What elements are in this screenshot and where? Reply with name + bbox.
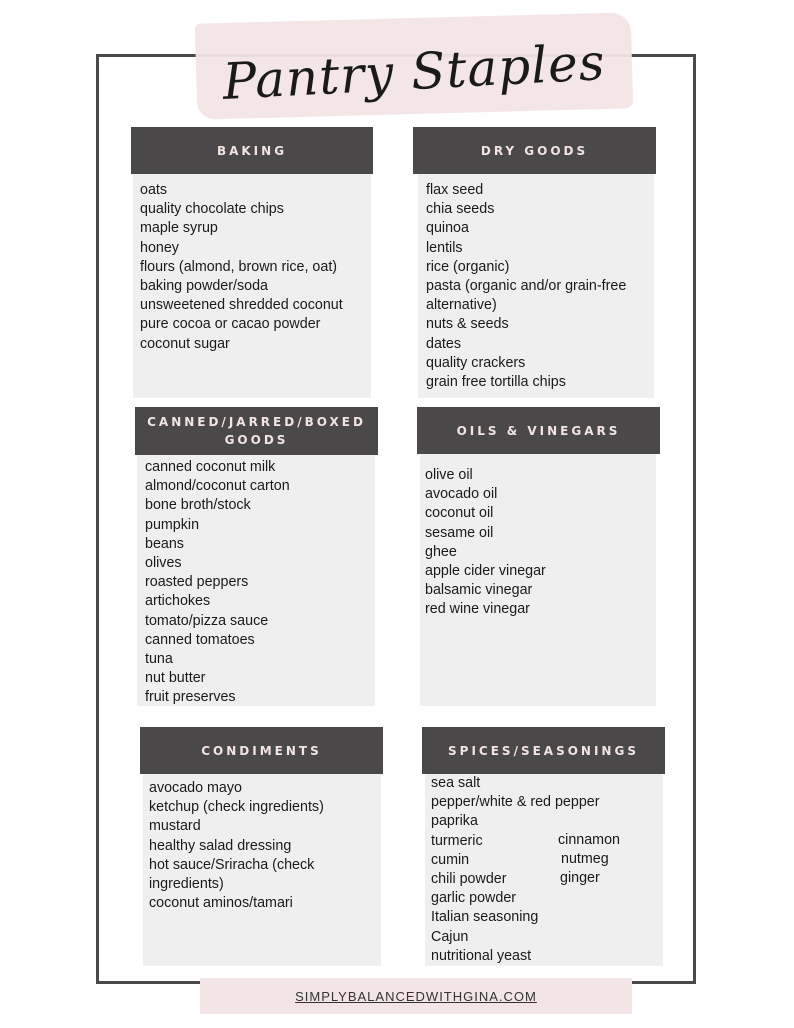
list-item: mustard [149,818,201,835]
list-item: ghee [425,543,457,560]
list-item: pasta (organic and/or grain-free alternative) [426,278,627,314]
list-item: pure cocoa or cacao powder [140,316,321,333]
list-item: maple syrup [140,220,218,237]
oils-list [425,466,651,620]
list-item: avocado mayo [149,780,242,796]
list-item: turmeric [431,832,483,849]
list-item: tomato/pizza sauce [145,612,269,629]
list-item: sea salt [431,775,481,791]
list-item: pepper/white & red pepper [431,794,600,811]
list-item: nuts & seeds [426,316,509,333]
list-item: quality chocolate chips [140,201,284,218]
list-item: Cajun [431,928,469,945]
list-item: avocado oil [425,486,498,503]
list-item: chili powder [431,871,507,888]
list-item: quality crackers [426,354,526,371]
list-item: canned tomatoes [145,631,255,648]
website-link[interactable]: SIMPLYBALANCEDWITHGINA.COM [295,988,537,1004]
list-item: cinnamon [558,832,620,848]
list-item: coconut sugar [140,335,230,352]
list-item: oats [140,182,168,198]
page-title: Pantry Staples [221,33,607,111]
baking-list [140,181,368,354]
list-item: healthy salad dressing [149,837,292,854]
list-item: pumpkin [145,516,200,533]
spices-list-column-2 [558,831,658,889]
list-item: quinoa [426,220,469,237]
list-item: paprika [431,813,478,830]
list-item: roasted peppers [145,574,249,591]
canned-header: CANNED/JARRED/BOXED GOODS [135,407,378,455]
list-item: unsweetened shredded coconut [140,297,343,314]
list-item: beans [145,535,184,552]
list-item: red wine vinegar [425,601,530,618]
list-item: nutmeg [561,851,609,868]
list-item: Italian seasoning [431,909,539,926]
list-item: flours (almond, brown rice, oat) [140,258,338,275]
list-item: olive oil [425,467,473,483]
oils-header: OILS & VINEGARS [417,407,660,454]
list-item: ketchup (check ingredients) [149,799,324,816]
list-item: honey [140,239,179,256]
list-item: flax seed [426,182,484,198]
list-item: apple cider vinegar [425,563,546,580]
list-item: artichokes [145,593,211,610]
baking-header: BAKING [131,127,373,174]
list-item: almond/coconut carton [145,478,290,495]
list-item: nutritional yeast [431,947,532,964]
list-item: olives [145,555,182,572]
list-item: garlic powder [431,890,517,907]
list-item: sesame oil [425,524,494,541]
list-item: rice (organic) [426,258,510,275]
list-item: ginger [560,870,600,887]
list-item: canned coconut milk [145,459,276,475]
condiments-header: CONDIMENTS [140,727,383,774]
canned-list [145,458,371,708]
list-item: grain free tortilla chips [426,374,566,391]
list-item: lentils [426,239,463,256]
list-item: tuna [145,651,173,668]
condiments-list [149,779,373,913]
list-item: dates [426,335,461,352]
list-item: hot sauce/Sriracha (check ingredients) [149,856,315,893]
list-item: chia seeds [426,201,495,218]
list-item: coconut oil [425,505,494,522]
list-item: cumin [431,851,470,868]
list-item: baking powder/soda [140,278,268,295]
list-item: bone broth/stock [145,497,251,514]
list-item: nut butter [145,670,206,687]
list-item: balsamic vinegar [425,582,533,599]
dry-goods-list [426,181,648,392]
list-item: coconut aminos/tamari [149,895,293,912]
dry-goods-header: DRY GOODS [413,127,656,174]
list-item: fruit preserves [145,689,236,706]
spices-header: SPICES/SEASONINGS [422,727,665,774]
